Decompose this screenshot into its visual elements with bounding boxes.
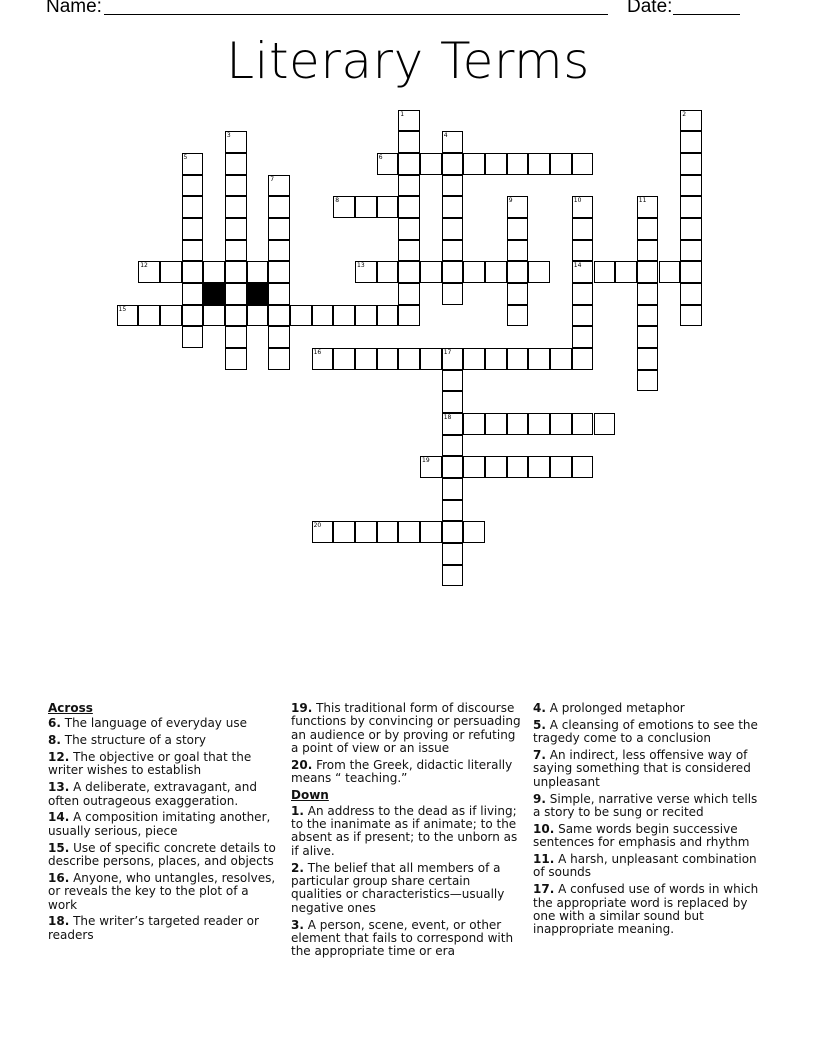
grid-cell[interactable] [442, 565, 464, 587]
grid-cell[interactable] [442, 543, 464, 565]
grid-cell[interactable] [507, 413, 529, 435]
clue-number-label: 17. [533, 882, 555, 897]
grid-cell[interactable] [507, 261, 529, 283]
grid-cell[interactable] [355, 348, 377, 370]
clue-number-label: 10. [533, 821, 555, 836]
grid-cell[interactable] [594, 261, 616, 283]
grid-cell[interactable] [442, 521, 464, 543]
grid-cell[interactable] [398, 348, 420, 370]
clue-item [533, 793, 761, 820]
grid-cell[interactable] [442, 283, 464, 305]
clue-text: An address to the dead as if living; to the inanimate as if animate; to the absent as if present; to the unborn as if alive. [291, 803, 518, 858]
grid-cell[interactable] [572, 348, 594, 370]
grid-cell[interactable] [247, 261, 269, 283]
grid-cell[interactable] [442, 391, 464, 413]
clue-number-label: 12. [48, 750, 70, 764]
clue-number-label: 18. [48, 914, 70, 929]
grid-cell[interactable] [268, 218, 290, 240]
clue-item [533, 719, 761, 746]
clue-number: 14 [573, 262, 582, 270]
clue-text: From the Greek, didactic literally means “ teaching.” [291, 758, 513, 786]
grid-cell[interactable] [312, 305, 334, 327]
grid-cell[interactable] [507, 240, 529, 262]
grid-cell[interactable] [398, 131, 420, 153]
grid-cell[interactable] [572, 218, 594, 240]
clue-number: 16 [313, 349, 322, 356]
grid-cell[interactable] [594, 413, 616, 435]
clue-item [48, 842, 276, 869]
clue-number: 2 [682, 110, 687, 118]
name-label: Name: [46, 0, 102, 17]
grid-cell[interactable] [333, 196, 355, 218]
grid-cell[interactable] [398, 218, 420, 240]
grid-cell[interactable] [182, 305, 204, 327]
grid-cell[interactable] [572, 326, 594, 348]
grid-cell[interactable] [572, 153, 594, 175]
clue-item [291, 759, 521, 786]
page-title: Literary Terms [226, 32, 590, 90]
grid-cell[interactable] [507, 305, 529, 327]
clue-text: The objective or goal that the writer wishes to establish [48, 750, 252, 778]
clue-text: A composition imitating another, usually serious, piece [48, 810, 271, 838]
grid-cell[interactable] [398, 305, 420, 327]
clue-text: Use of specific concrete details to describe persons, places, and objects [48, 840, 276, 869]
grid-cell[interactable] [225, 326, 247, 348]
grid-cell[interactable] [398, 261, 420, 283]
grid-cell[interactable] [572, 283, 594, 305]
grid-cell[interactable] [268, 175, 290, 197]
grid-cell[interactable] [333, 348, 355, 370]
grid-cell[interactable] [182, 175, 204, 197]
grid-cell[interactable] [333, 305, 355, 327]
grid-block-cell [203, 283, 225, 305]
clue-text: Simple, narrative verse which tells a story to be sung or recited [533, 791, 758, 820]
grid-cell[interactable] [637, 240, 659, 262]
clue-number: 7 [270, 175, 275, 183]
clue-number-label: 20. [291, 758, 313, 773]
clue-item [291, 862, 521, 916]
grid-cell[interactable] [572, 305, 594, 327]
clue-text: A person, scene, event, or other element that fails to correspond with the appropriate time or era [291, 917, 514, 959]
clue-number-label: 11. [533, 852, 555, 867]
clue-item [533, 823, 761, 850]
grid-cell[interactable] [572, 196, 594, 218]
grid-cell[interactable] [225, 196, 247, 218]
clue-number: 5 [183, 153, 188, 161]
grid-cell[interactable] [442, 131, 464, 153]
grid-cell[interactable] [225, 240, 247, 262]
grid-cell[interactable] [442, 196, 464, 218]
grid-cell[interactable] [268, 348, 290, 370]
clue-heading: Down [291, 788, 329, 803]
grid-cell[interactable] [680, 175, 702, 197]
grid-cell[interactable] [485, 261, 507, 283]
grid-cell[interactable] [398, 110, 420, 132]
grid-cell[interactable] [377, 348, 399, 370]
grid-cell[interactable] [528, 456, 550, 478]
grid-cell[interactable] [182, 153, 204, 175]
grid-cell[interactable] [355, 196, 377, 218]
grid-cell[interactable] [680, 196, 702, 218]
clue-item [48, 734, 276, 747]
grid-cell[interactable] [680, 218, 702, 240]
clue-number: 9 [508, 197, 513, 205]
clue-number: 1 [400, 110, 405, 118]
grid-cell[interactable] [398, 175, 420, 197]
grid-cell[interactable] [637, 305, 659, 327]
grid-cell[interactable] [528, 261, 550, 283]
grid-cell[interactable] [507, 153, 529, 175]
clue-number: 13 [357, 262, 365, 270]
clue-item [533, 702, 761, 715]
grid-cell[interactable] [182, 196, 204, 218]
clue-column-3 [533, 702, 761, 940]
grid-cell[interactable] [203, 305, 225, 327]
grid-cell[interactable] [398, 196, 420, 218]
clue-number: 12 [140, 262, 148, 270]
grid-cell[interactable] [138, 261, 160, 283]
clue-item [533, 749, 761, 789]
grid-cell[interactable] [463, 413, 485, 435]
grid-cell[interactable] [160, 305, 182, 327]
grid-cell[interactable] [377, 305, 399, 327]
clue-number-label: 4. [533, 701, 546, 715]
clue-number-label: 8. [48, 733, 61, 748]
grid-cell[interactable] [225, 153, 247, 175]
grid-cell[interactable] [290, 305, 312, 327]
grid-cell[interactable] [572, 413, 594, 435]
grid-cell[interactable] [507, 283, 529, 305]
clue-item [48, 811, 276, 838]
clue-number-label: 13. [48, 780, 70, 795]
grid-cell[interactable] [637, 326, 659, 348]
grid-cell[interactable] [333, 521, 355, 543]
grid-cell[interactable] [268, 283, 290, 305]
grid-cell[interactable] [572, 456, 594, 478]
grid-cell[interactable] [463, 153, 485, 175]
clue-number-label: 7. [533, 748, 546, 762]
clue-item [533, 853, 761, 880]
grid-cell[interactable] [420, 153, 442, 175]
grid-cell[interactable] [160, 261, 182, 283]
grid-cell[interactable] [442, 370, 464, 392]
clue-item [48, 872, 276, 912]
clue-number: 17 [443, 349, 452, 356]
grid-cell[interactable] [615, 261, 637, 283]
grid-cell[interactable] [355, 305, 377, 327]
grid-cell[interactable] [420, 261, 442, 283]
grid-cell[interactable] [377, 521, 399, 543]
clue-number-label: 16. [48, 870, 70, 885]
grid-cell[interactable] [463, 261, 485, 283]
grid-cell[interactable] [572, 261, 594, 283]
grid-cell[interactable] [528, 413, 550, 435]
clue-text: This traditional form of discourse functions by convincing or persuading an audience or by proving or refuting a point of view or an issue [291, 701, 521, 756]
clue-number: 6 [378, 153, 383, 161]
clue-number-label: 9. [533, 791, 546, 806]
clue-number-label: 3. [291, 917, 304, 932]
clue-column-2 [291, 702, 521, 962]
clue-text: A prolonged metaphor [545, 701, 685, 715]
clue-number: 18 [443, 414, 452, 421]
grid-cell[interactable] [225, 261, 247, 283]
clue-text: Anyone, who untangles, resolves, or reveals the key to the plot of a work [48, 870, 276, 912]
clue-item [291, 702, 521, 756]
grid-cell[interactable] [507, 196, 529, 218]
grid-cell[interactable] [680, 283, 702, 305]
grid-cell[interactable] [398, 240, 420, 262]
clue-number: 10 [573, 197, 582, 205]
grid-cell[interactable] [225, 283, 247, 305]
grid-cell[interactable] [312, 521, 334, 543]
grid-cell[interactable] [550, 413, 572, 435]
clue-number: 19 [422, 457, 430, 465]
grid-cell[interactable] [528, 348, 550, 370]
grid-cell[interactable] [377, 196, 399, 218]
clue-text: A confused use of words in which the appropriate word is replaced by one with a similar sound but inappropriate meaning. [533, 882, 759, 937]
clue-text: A cleansing of emotions to see the tragedy come to a conclusion [533, 717, 758, 746]
clue-text: An indirect, less offensive way of saying something that is considered unpleasant [533, 748, 751, 789]
clue-item [48, 717, 276, 730]
grid-cell[interactable] [398, 283, 420, 305]
clue-text: A deliberate, extravagant, and often outrageous exaggeration. [48, 780, 257, 808]
grid-cell[interactable] [203, 261, 225, 283]
grid-cell[interactable] [680, 110, 702, 132]
grid-cell[interactable] [138, 305, 160, 327]
grid-cell[interactable] [442, 240, 464, 262]
clue-text: The language of everyday use [60, 716, 247, 731]
clue-number-label: 5. [533, 717, 546, 732]
grid-cell[interactable] [485, 413, 507, 435]
clue-item [48, 751, 276, 778]
clue-number-label: 14. [48, 810, 70, 825]
grid-cell[interactable] [225, 175, 247, 197]
grid-cell[interactable] [442, 153, 464, 175]
clue-column-1 [48, 702, 276, 946]
grid-cell[interactable] [442, 218, 464, 240]
grid-cell[interactable] [485, 348, 507, 370]
grid-cell[interactable] [247, 305, 269, 327]
grid-cell[interactable] [680, 153, 702, 175]
grid-cell[interactable] [550, 153, 572, 175]
grid-cell[interactable] [377, 153, 399, 175]
grid-cell[interactable] [528, 153, 550, 175]
grid-cell[interactable] [572, 240, 594, 262]
grid-cell[interactable] [225, 305, 247, 327]
grid-cell[interactable] [268, 240, 290, 262]
clue-item [291, 805, 521, 859]
grid-cell[interactable] [377, 261, 399, 283]
grid-cell[interactable] [117, 305, 139, 327]
grid-cell[interactable] [637, 261, 659, 283]
clue-text: The belief that all members of a particular group share certain qualities or characteristics—usually negative ones [291, 860, 505, 915]
grid-cell[interactable] [442, 413, 464, 435]
grid-cell[interactable] [355, 521, 377, 543]
grid-cell[interactable] [463, 348, 485, 370]
grid-cell[interactable] [637, 348, 659, 370]
grid-cell[interactable] [637, 218, 659, 240]
grid-cell[interactable] [442, 261, 464, 283]
clue-number: 4 [443, 132, 448, 140]
grid-cell[interactable] [268, 326, 290, 348]
grid-cell[interactable] [485, 456, 507, 478]
grid-cell[interactable] [225, 348, 247, 370]
grid-cell[interactable] [398, 153, 420, 175]
grid-cell[interactable] [637, 196, 659, 218]
grid-cell[interactable] [442, 478, 464, 500]
grid-cell[interactable] [680, 240, 702, 262]
grid-cell[interactable] [680, 261, 702, 283]
clue-item [48, 915, 276, 942]
clue-number: 8 [335, 197, 340, 205]
grid-block-cell [247, 283, 269, 305]
clue-number-label: 1. [291, 803, 304, 818]
grid-cell[interactable] [550, 348, 572, 370]
clue-item [533, 883, 761, 937]
grid-cell[interactable] [268, 305, 290, 327]
grid-cell[interactable] [182, 218, 204, 240]
clue-text: A harsh, unpleasant combination of sounds [533, 852, 757, 880]
clue-text: The structure of a story [60, 733, 207, 748]
grid-cell[interactable] [398, 521, 420, 543]
clue-number-label: 19. [291, 701, 313, 715]
clue-text: The writer’s targeted reader or readers [48, 914, 259, 942]
grid-cell[interactable] [225, 131, 247, 153]
clue-number: 15 [118, 305, 127, 313]
grid-cell[interactable] [550, 456, 572, 478]
clue-item [48, 781, 276, 808]
grid-cell[interactable] [182, 326, 204, 348]
grid-cell[interactable] [268, 261, 290, 283]
clue-item [291, 919, 521, 959]
grid-cell[interactable] [182, 261, 204, 283]
grid-cell[interactable] [463, 521, 485, 543]
clue-number-label: 2. [291, 860, 304, 875]
date-label: Date: [627, 0, 673, 17]
grid-cell[interactable] [312, 348, 334, 370]
grid-cell[interactable] [637, 283, 659, 305]
grid-cell[interactable] [507, 218, 529, 240]
grid-cell[interactable] [637, 370, 659, 392]
grid-cell[interactable] [442, 348, 464, 370]
grid-cell[interactable] [442, 500, 464, 522]
grid-cell[interactable] [442, 175, 464, 197]
grid-cell[interactable] [507, 456, 529, 478]
grid-cell[interactable] [507, 348, 529, 370]
clue-number-label: 15. [48, 840, 70, 855]
clue-number-label: 6. [48, 716, 61, 731]
grid-cell[interactable] [355, 261, 377, 283]
grid-cell[interactable] [442, 435, 464, 457]
grid-cell[interactable] [268, 196, 290, 218]
grid-cell[interactable] [420, 521, 442, 543]
grid-cell[interactable] [182, 283, 204, 305]
clue-text: Same words begin successive sentences for emphasis and rhythm [533, 821, 750, 850]
grid-cell[interactable] [485, 153, 507, 175]
clue-heading: Across [48, 701, 93, 715]
grid-cell[interactable] [680, 131, 702, 153]
grid-cell[interactable] [680, 305, 702, 327]
clue-number: 3 [226, 132, 231, 140]
grid-cell[interactable] [463, 456, 485, 478]
grid-cell[interactable] [420, 456, 442, 478]
grid-cell[interactable] [182, 240, 204, 262]
grid-cell[interactable] [659, 261, 681, 283]
grid-cell[interactable] [442, 456, 464, 478]
grid-cell[interactable] [225, 218, 247, 240]
grid-cell[interactable] [420, 348, 442, 370]
clue-number: 20 [313, 522, 322, 530]
clue-number: 11 [638, 197, 647, 205]
